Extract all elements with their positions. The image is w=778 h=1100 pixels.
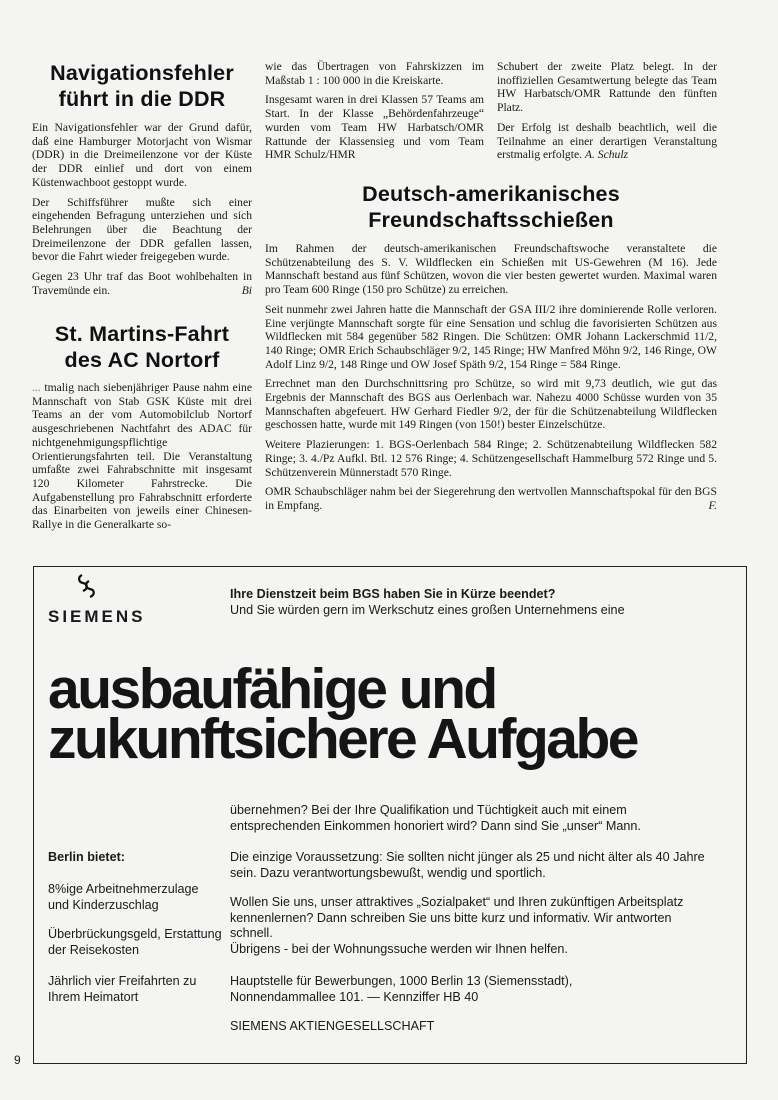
ad-body: Die einzige Voraussetzung: Sie sollten nicht jünger als 25 und nicht älter als 40 Jahre sein. Dazu verantwortungsbewußt, wendig und sportlich. <box>230 850 705 880</box>
article-freundschaftsschiessen <box>265 181 717 519</box>
article-title: St. Martins-Fahrt des AC Nortorf <box>54 322 230 372</box>
paragraph: Weitere Plazierungen: 1. BGS-Oerlenbach 584 Ringe; 2. Schützenabteilung Wildflecken 582 Ringe; 3. 4./Pz Aufkl. Btl. 12 576 Ringe; 4. Schützengesellschaft Hammelburg 572 Ringe und 5. Schützenverein Münnerstadt 570 Ringe. <box>265 438 717 479</box>
paragraph: Schubert der zweite Platz belegt. In der inoffiziellen Gesamtwertung belegte das Team HW Harbatsch/OMR Rattunde den fünften Platz. <box>497 60 717 115</box>
article-title: Deutsch-amerikanisches Freundschaftsschießen <box>362 182 620 232</box>
signature: A. Schulz <box>584 148 629 162</box>
paragraph: OMR Schaubschläger nahm bei der Siegerehrung den wertvollen Mannschaftspokal für den BGS in Empfang. F. <box>265 485 717 512</box>
siemens-advertisement <box>33 566 747 1064</box>
paragraph: Insgesamt waren in drei Klassen 57 Teams am Start. In der Klasse „Behördenfahrzeuge“ wurden vom Team HW Harbatsch/OMR Rattunde der Klassensieg und vom Team HMR Schulz/HMR <box>265 93 484 162</box>
paragraph: ... tmalig nach siebenjähriger Pause nahm eine Mannschaft von Stab GSK Küste mit drei Teams an der vom Automobilclub Nortorf ausgeschriebenen Nachtfahrt des ADAC für nichtgenehmigungspflichtige Orientierungsfahrten teil. Die Veranstaltung umfaßte zwei Fahrabschnitte mit insgesamt 120 Kilometer Fahrstrecke. Die Aufgabenstellung pro Fahrabschnitt erforderte das Einarbeiten von jeweils einer Chinesen-Rallye in die Generalkarte so- <box>32 381 252 532</box>
ad-intro: Ihre Dienstzeit beim BGS haben Sie in Kürze beendet? Und Sie würden gern im Werkschutz eines großen Unternehmens eine <box>230 587 625 617</box>
ad-benefit: Jährlich vier Freifahrten zu Ihrem Heimatort <box>48 974 197 1004</box>
damaged-initial: ... <box>32 381 41 394</box>
paragraph: Gegen 23 Uhr traf das Boot wohlbehalten in Travemünde ein. Bi <box>32 270 252 297</box>
paragraph: wie das Übertragen von Fahrskizzen im Maßstab 1 : 100 000 in die Kreiskarte. <box>265 60 484 87</box>
ad-body: übernehmen? Bei der Ihre Qualifikation und Tüchtigkeit auch mit einem entsprechenden Einkommen honoriert wird? Dann sind Sie „unser“ Mann. <box>230 803 641 833</box>
paragraph: Der Schiffsführer mußte sich einer eingehenden Befragung unterziehen und sich Belehrungen über die Beachtung der Dreimeilenzone der DDR gefallen lassen, bevor die Fahrt wieder freigegeben wurde. <box>32 195 252 264</box>
paragraph: Im Rahmen der deutsch-amerikanischen Freundschaftswoche veranstaltete die Schützenabteilung des S. V. Wildflecken ein Schießen mit US-Gewehren (M 16). Jede Mannschaft bestand aus fünf Schützen, wovon die vier besten gewertet wurden. Maximal waren pro Team 600 Ringe (150 pro Schütze) zu erreichen. <box>265 242 717 297</box>
ad-benefit: Überbrückungsgeld, Erstattung der Reisekosten <box>48 927 222 957</box>
paragraph: Seit nunmehr zwei Jahren hatte die Mannschaft der GSA III/2 ihre dominierende Rolle verloren. Eine verjüngte Mannschaft sorgte für eine Sensation und schlug die favorisierten Schützen aus Wildflecken mit 584 gegenüber 582 Ringen. Die Schützen: OMR Johann Lackerschmid 11/2, 140 Ringe; OMR Erich Schaubschläger 9/2, 145 Ringe; HW Manfred Möhn 9/2, 146 Ringe, OW Adolf Linz 9/2, 148 Ringe und OW Josef Späth 9/2, 154 Ringe = 584 Ringe. <box>265 302 717 371</box>
siemens-logo-icon <box>72 571 104 601</box>
paragraph: Ein Navigationsfehler war der Grund dafür, daß eine Hamburger Motorjacht von Wismar (DDR) in die Dreimeilenzone vor der Küste der DDR einlief und dort von einem Küstenwachboot gestoppt wurde. <box>32 121 252 189</box>
siemens-brand: SIEMENS <box>48 607 146 626</box>
article-navigation <box>32 60 252 303</box>
ad-body: Wollen Sie uns, unser attraktives „Sozialpaket“ und Ihren zukünftigen Arbeitsplatz kennenlernen? Dann schreiben Sie uns bitte kurz und informativ. Wir antworten schnell. <box>230 895 684 940</box>
article-st-martins <box>32 321 252 538</box>
signature: Bi <box>241 283 252 297</box>
ad-headline: ausbaufähige und zukunftsichere Aufgabe <box>48 657 637 771</box>
page-number: 9 <box>14 1053 21 1067</box>
ad-body: Übrigens - bei der Wohnungssuche werden wir Ihnen helfen. <box>230 942 568 956</box>
article-st-martins-end <box>497 60 717 168</box>
paragraph: Errechnet man den Durchschnittsring pro Schütze, so wird mit 9,73 deutlich, wie gut das Ergebnis der Mannschaft des BGS aus Oerlenbach war. Nahezu 4000 Schüsse wurden von 35 Mannschaften abgefeuert. HW Gerhard Fiedler 9/2, der für die Schützenabteilung Wildflecken geschossen hatte, wurde mit 149 Ringen (von 150!) bester Einzelschütze. <box>265 377 717 432</box>
ad-company: SIEMENS AKTIENGESELLSCHAFT <box>230 1019 435 1033</box>
ad-benefit: 8%ige Arbeitnehmerzulage und Kinderzuschlag <box>48 882 199 912</box>
signature: F. <box>708 498 717 512</box>
article-title: Navigationsfehler führt in die DDR <box>50 61 234 111</box>
ad-left-heading: Berlin bietet: <box>48 850 125 864</box>
article-st-martins-continued <box>265 60 484 168</box>
paragraph: Der Erfolg ist deshalb beachtlich, weil die Teilnahme an einer derartigen Veranstaltung erstmalig erfolgte. A. Schulz <box>497 120 717 162</box>
ad-address: Hauptstelle für Bewerbungen, 1000 Berlin 13 (Siemensstadt), Nonnendammallee 101. — Kennziffer HB 40 <box>230 974 573 1004</box>
